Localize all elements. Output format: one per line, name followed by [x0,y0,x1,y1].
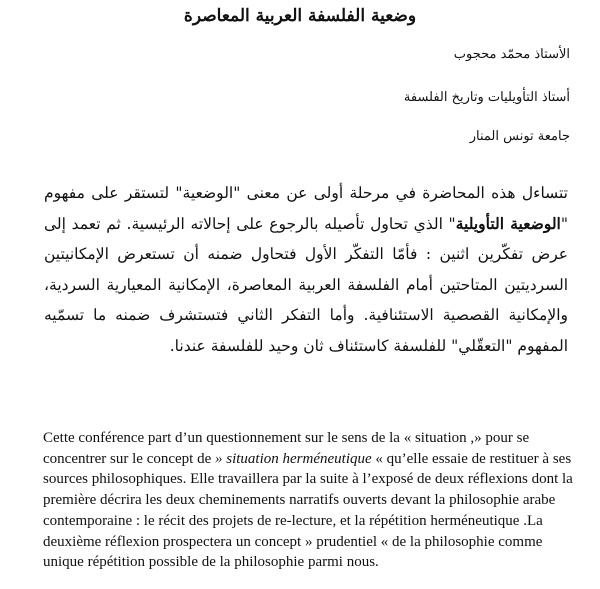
abstract-french-part1: Cette conférence part d’un questionnement sur le sens de la « situation ,» pour se concentrer sur le concept de [43,430,530,467]
abstract-french-part2: « qu’elle essaie de restituer à ses sources philosophiques. Elle travaillera par la suite à l’exposé de deux réflexions dont la première décrira les deux cheminements narratifs ouverts devant la philosophie arabe contemporaine : le récit des projets de re-lecture, et la répétition herméneutique .La deuxième réflexion prospectera un concept » prudentiel « de la philosophie comme unique répétition possible de la philosophie parmi nous. [43,450,573,571]
document-title: وضعية الفلسفة العربية المعاصرة [183,6,417,26]
abstract-arabic-part1: تتساءل هذه المحاضرة في مرحلة أولى عن معنى "الوضعية" لتستقر على مفهوم " [44,184,569,233]
abstract-french-term: » situation herméneutique [215,450,372,467]
author-university: جامعة تونس المنار [469,129,570,144]
abstract-arabic [44,178,568,361]
abstract-arabic-term: الوضعية التأويلية [455,213,561,233]
author-position: أستاذ التأويليات وتاريخ الفلسفة [403,90,570,105]
abstract-french [43,428,573,573]
author-name: الأستاذ محمّد محجوب [453,47,570,62]
abstract-arabic-part2: " الذي تحاول تأصيله بالرجوع على إحالاته الرئيسية. ثم تعمد إلى عرض تفكّرين اثنين : فأمّا التفكّر الأول فتحاول ضمنه أن تستعرض الإمكانيتين السرديتين المتاحتين أمام الفلسفة العربية المعاصرة، الإمكانية المعيارية السردية، والإمكانية القصصية الاستئنافية. وأما التفكر الثاني فتستشرف ضمنه ما تسمّيه المفهوم "التعقّلي" للفلسفة كاستئناف ثان وحيد للفلسفة عندنا. [44,214,568,355]
